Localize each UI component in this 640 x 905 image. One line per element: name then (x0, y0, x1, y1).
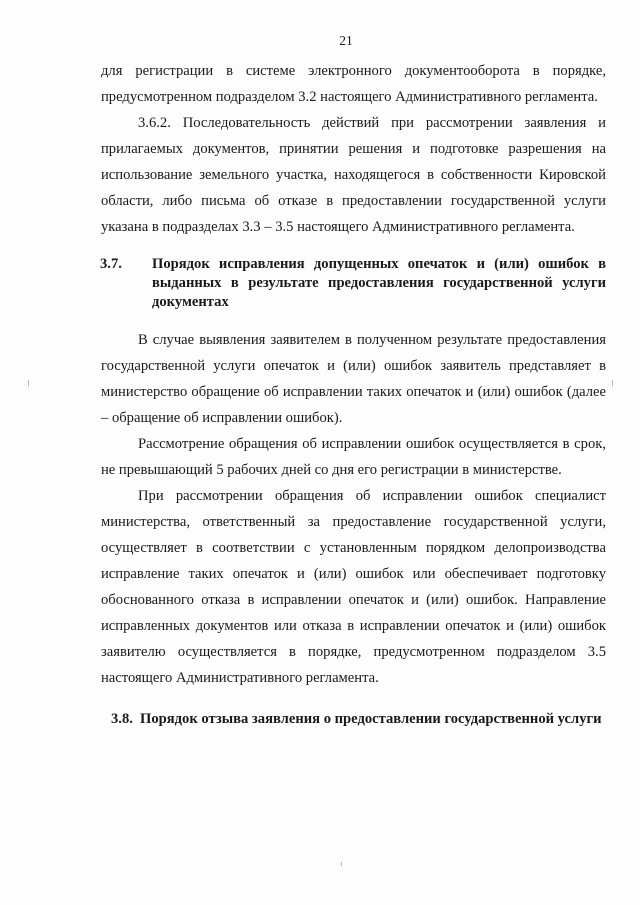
paragraph-review-term: Рассмотрение обращения об исправлении ошибок осуществляется в срок, не превышающий 5 рабочих дней со дня его регистрации в министерстве. (101, 436, 606, 478)
section-number: 3.7. (100, 256, 122, 272)
paragraph-error-detection: В случае выявления заявителем в полученном результате предоставления государственной услуги опечаток и (или) ошибок заявитель представляет в министерство обращение об исправлении таких опечаток и (или) ошибок (далее – обращение об исправлении ошибок). (101, 332, 606, 426)
page-number: 21 (339, 33, 353, 48)
section-heading-3-8 (111, 710, 606, 729)
section-title: Порядок отзыва заявления о предоставлении государственной услуги (140, 711, 602, 727)
section-heading-3-7 (64, 255, 606, 312)
scan-mark (28, 380, 29, 386)
paragraph-3-6-2: 3.6.2. Последовательность действий при рассмотрении заявления и прилагаемых документов, принятии решения и подготовке разрешения на использование земельного участка, находящегося в собственности Кировской области, либо письма об отказе в предоставлении государственной услуги указана в подразделах 3.3 – 3.5 настоящего Административного регламента. (101, 115, 606, 235)
paragraph-correction-procedure: При рассмотрении обращения об исправлении ошибок специалист министерства, ответственный за предоставление государственной услуги, осуществляет в соответствии с установленным порядком делопроизводства исправление таких опечаток и (или) ошибок или обеспечивает подготовку обоснованного отказа в исправлении опечаток и (или) ошибок. Направление исправленных документов или отказа в исправлении опечаток и (или) ошибок заявителю осуществляется в порядке, предусмотренном подразделом 3.5 настоящего Административного регламента. (101, 488, 606, 686)
document-body (101, 58, 606, 729)
paragraph-continuation: для регистрации в системе электронного документооборота в порядке, предусмотренном подразделом 3.2 настоящего Административного регламента. (101, 63, 606, 105)
section-number: 3.8. (111, 711, 133, 727)
scan-mark (612, 380, 613, 386)
section-title: Порядок исправления допущенных опечаток и (или) ошибок в выданных в результате предоставления государственной услуги документах (152, 256, 606, 310)
scan-mark (341, 862, 342, 866)
